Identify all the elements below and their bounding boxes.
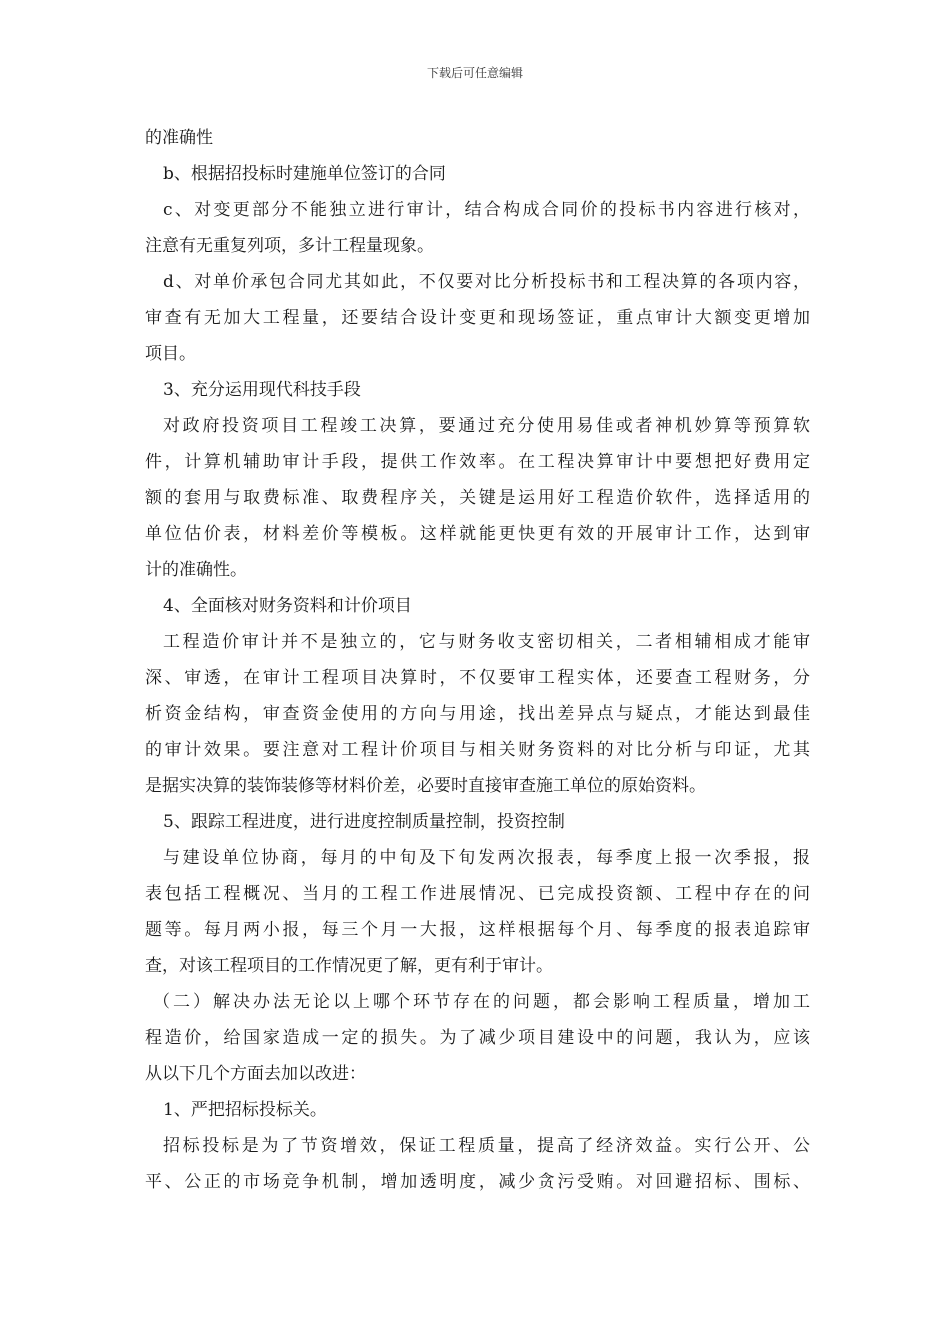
- text-line: 件，计算机辅助审计手段，提供工作效率。在工程决算审计中要想把好费用定: [145, 452, 810, 472]
- text-line: 的准确性: [145, 128, 213, 148]
- text-line: 4、全面核对财务资料和计价项目: [163, 596, 412, 616]
- text-line: 的审计效果。要注意对工程计价项目与相关财务资料的对比分析与印证，尤其: [145, 740, 810, 760]
- text-line: 审查有无加大工程量，还要结合设计变更和现场签证，重点审计大额变更增加: [145, 308, 810, 328]
- text-line: 平、公正的市场竞争机制，增加透明度，减少贪污受贿。对回避招标、围标、: [145, 1172, 810, 1192]
- text-line: 项目。: [145, 344, 196, 364]
- text-line: 额的套用与取费标准、取费程序关，关键是运用好工程造价软件，选择适用的: [145, 488, 810, 508]
- text-line: 题等。每月两小报，每三个月一大报，这样根据每个月、每季度的报表追踪审: [145, 920, 810, 940]
- text-line: 析资金结构，审查资金使用的方向与用途，找出差异点与疑点，才能达到最佳: [145, 704, 810, 724]
- text-line: b、根据招投标时建施单位签订的合同: [163, 164, 446, 184]
- text-line: 注意有无重复列项，多计工程量现象。: [145, 236, 434, 256]
- text-line: 是据实决算的装饰装修等材料价差，必要时直接审查施工单位的原始资料。: [145, 776, 706, 796]
- text-line: 深、审透，在审计工程项目决算时，不仅要审工程实体，还要查工程财务，分: [145, 668, 810, 688]
- document-body: [145, 120, 810, 1200]
- text-line: （二）解决办法无论以上哪个环节存在的问题，都会影响工程质量，增加工: [153, 992, 810, 1012]
- text-line: 招标投标是为了节资增效，保证工程质量，提高了经济效益。实行公开、公: [163, 1136, 810, 1156]
- text-line: 计的准确性。: [145, 560, 247, 580]
- text-line: 3、充分运用现代科技手段: [163, 380, 361, 400]
- text-line: 从以下几个方面去加以改进：: [145, 1064, 366, 1084]
- text-line: 单位估价表，材料差价等模板。这样就能更快更有效的开展审计工作，达到审: [145, 524, 810, 544]
- text-line: 1、严把招标投标关。: [163, 1100, 327, 1120]
- page-header: 下载后可任意编辑: [426, 66, 523, 80]
- text-line: 查，对该工程项目的工作情况更了解，更有利于审计。: [145, 956, 553, 976]
- text-line: 对政府投资项目工程竣工决算，要通过充分使用易佳或者神机妙算等预算软: [163, 416, 810, 436]
- text-line: 程造价，给国家造成一定的损失。为了减少项目建设中的问题，我认为，应该: [145, 1028, 810, 1048]
- text-line: 与建设单位协商，每月的中旬及下旬发两次报表，每季度上报一次季报，报: [163, 848, 810, 868]
- text-line: 表包括工程概况、当月的工程工作进展情况、已完成投资额、工程中存在的问: [145, 884, 810, 904]
- text-line: c、对变更部分不能独立进行审计，结合构成合同价的投标书内容进行核对，: [163, 200, 810, 220]
- text-line: d、对单价承包合同尤其如此，不仅要对比分析投标书和工程决算的各项内容，: [163, 272, 810, 292]
- text-line: 工程造价审计并不是独立的，它与财务收支密切相关，二者相辅相成才能审: [163, 632, 810, 652]
- text-line: 5、跟踪工程进度，进行进度控制质量控制，投资控制: [163, 812, 565, 832]
